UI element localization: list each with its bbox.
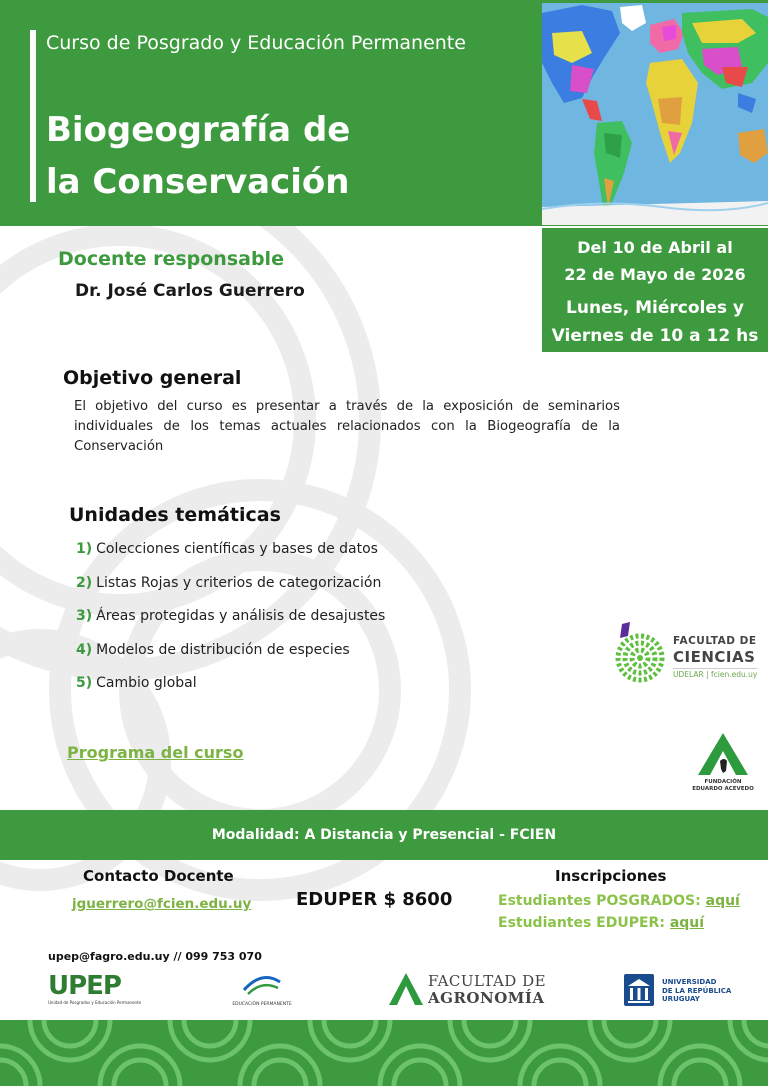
docente-name: Dr. José Carlos Guerrero	[75, 281, 305, 301]
inscripcion-eduper	[498, 915, 704, 931]
udelar-logo	[624, 974, 734, 1008]
date-range-line2: 22 de Mayo de 2026	[564, 265, 746, 284]
inscripcion-posgrados	[498, 893, 740, 909]
program-link[interactable]: Programa del curso	[67, 743, 244, 762]
upep-logo	[48, 971, 142, 1012]
unit-number: 1)	[76, 541, 93, 557]
unit-label: Listas Rojas y criterios de categorización	[96, 575, 382, 591]
contacto-heading: Contacto Docente	[83, 867, 234, 885]
fundacion-eduardo-acevedo-logo	[690, 731, 756, 801]
header-accent-bar	[30, 30, 36, 202]
upep-tagline: Unidad de Posgrados y Educación Permanente	[48, 1000, 142, 1005]
swirl-icon	[240, 972, 284, 998]
fc-udelar: UDELAR | fcien.edu.uy	[673, 670, 758, 679]
class-days-line2: Viernes de 10 a 12 hs	[551, 326, 759, 346]
modalidad-band: Modalidad: A Distancia y Presencial - FCIEN	[0, 810, 768, 860]
objetivo-heading: Objetivo general	[63, 367, 242, 389]
udelar-line2: DE LA REPÚBLICA	[662, 986, 732, 995]
bird-triangle-icon	[690, 731, 756, 777]
unit-item	[76, 541, 378, 557]
unit-number: 2)	[76, 575, 93, 591]
unit-label: Modelos de distribución de especies	[96, 642, 350, 658]
unit-item	[76, 575, 381, 591]
inscripciones-heading: Inscripciones	[555, 867, 667, 885]
unit-label: Áreas protegidas y análisis de desajustes	[96, 608, 386, 624]
ammonite-icon	[612, 622, 668, 684]
upep-contact: upep@fagro.edu.uy // 099 753 070	[48, 950, 262, 963]
footer-circle-pattern	[0, 1020, 768, 1086]
unit-number: 5)	[76, 675, 93, 691]
unit-label: Cambio global	[96, 675, 197, 691]
unit-number: 4)	[76, 642, 93, 658]
docente-heading: Docente responsable	[58, 248, 284, 270]
udelar-building-icon	[624, 974, 654, 1006]
course-title-line2: la Conservación	[46, 162, 350, 202]
upep-wordmark	[48, 972, 138, 1000]
footer-pattern	[0, 1020, 768, 1086]
unit-number: 3)	[76, 608, 93, 624]
udelar-line1: UNIVERSIDAD	[662, 978, 717, 986]
course-type: Curso de Posgrado y Educación Permanente	[46, 32, 466, 54]
udelar-line3: URUGUAY	[662, 995, 700, 1003]
schedule-box	[542, 228, 768, 352]
price: EDUPER $ 8600	[296, 889, 453, 910]
course-title-line1: Biogeografía de	[46, 110, 351, 150]
fea-line1: FUNDACIÓN	[704, 779, 742, 785]
facultad-agronomia-logo	[388, 972, 548, 1008]
world-map-image	[542, 3, 768, 225]
objetivo-text: El objetivo del curso es presentar a través de la exposición de seminarios individuales de los temas actuales relacionados con la Biogeografía de la Conservación	[74, 399, 620, 454]
unit-item	[76, 642, 350, 658]
contacto-email-link[interactable]: jguerrero@fcien.edu.uy	[72, 896, 252, 912]
agro-line2: AGRONOMÍA	[428, 989, 545, 1007]
class-days-line1: Lunes, Miércoles y	[566, 298, 744, 318]
ep-text: EDUCACIÓN PERMANENTE	[232, 1002, 292, 1007]
fc-title: FACULTAD DE	[673, 635, 757, 647]
inscripcion-eduper-link[interactable]: aquí	[669, 915, 705, 931]
agro-line1: FACULTAD DE	[428, 972, 547, 990]
educacion-permanente-logo	[226, 972, 298, 1012]
inscripcion-posgrados-link[interactable]: aquí	[705, 893, 740, 909]
upep-word-text: UPEP	[48, 971, 121, 1001]
date-range-line1: Del 10 de Abril al	[577, 238, 733, 257]
fea-line2: EDUARDO ACEVEDO	[692, 786, 754, 792]
unidades-heading: Unidades temáticas	[69, 504, 281, 526]
udelar-text	[662, 978, 731, 1004]
inscripcion-eduper-label: Estudiantes EDUPER:	[498, 915, 670, 931]
fc-subtitle: CIENCIAS	[673, 648, 756, 666]
fea-text	[690, 779, 756, 793]
course-title	[46, 104, 350, 208]
unit-label: Colecciones científicas y bases de datos	[96, 541, 378, 557]
inscripcion-posgrados-label: Estudiantes POSGRADOS:	[498, 893, 706, 909]
agro-triangle-icon	[388, 972, 424, 1006]
unit-item	[76, 608, 385, 624]
facultad-ciencias-logo	[612, 622, 758, 684]
unit-item	[76, 675, 197, 691]
